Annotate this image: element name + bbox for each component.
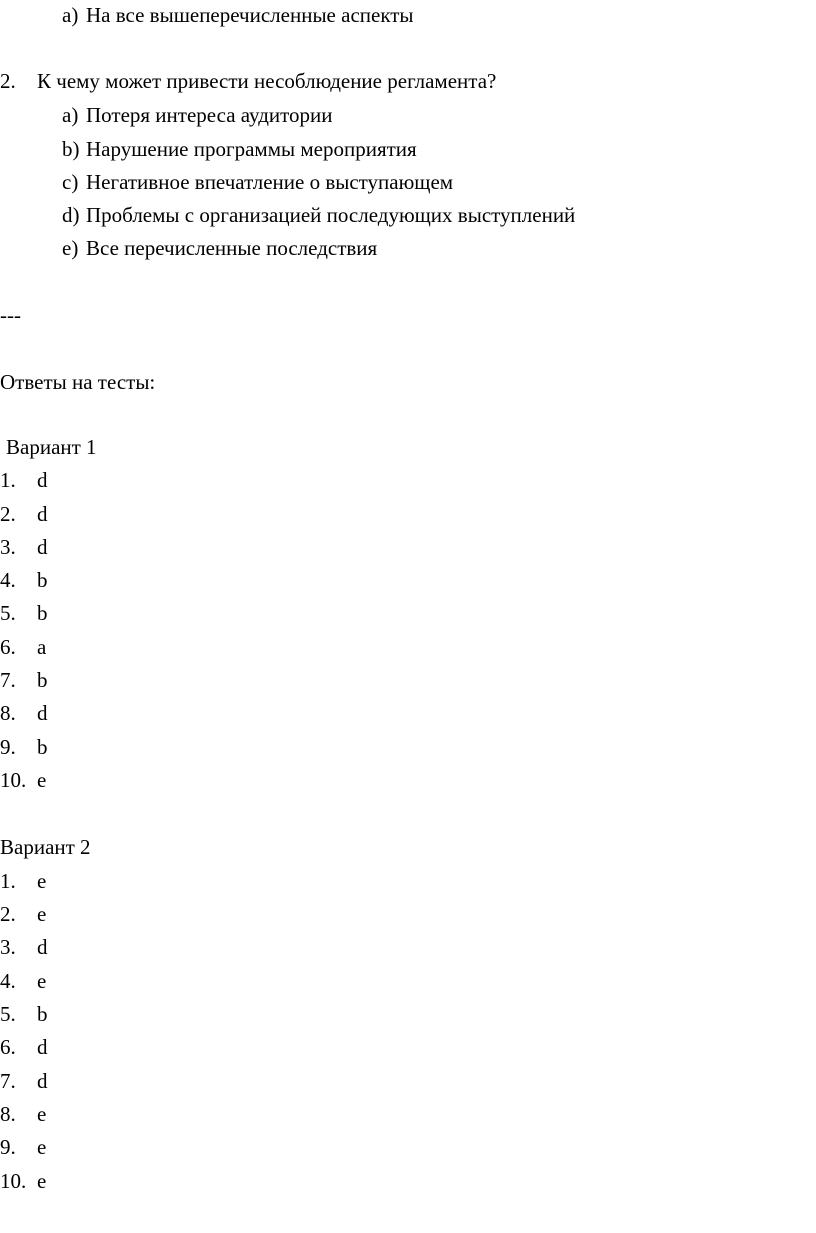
variant1-answer (0, 770, 46, 791)
question2-heading (0, 71, 496, 92)
answer-number: 5. (0, 601, 16, 625)
option-text: Негативное впечатление о выступающем (86, 170, 454, 194)
answer-number: 4. (0, 568, 16, 592)
question2-option-d (62, 205, 575, 226)
variant1-answer (0, 737, 48, 758)
answer-value: b (37, 568, 48, 592)
answer-value: e (37, 902, 47, 926)
answer-value: d (37, 1035, 48, 1059)
answer-value: d (37, 535, 48, 559)
variant1-answer (0, 537, 48, 558)
answer-number: 2. (0, 502, 16, 526)
variant1-answer (0, 603, 48, 624)
option-label: c) (62, 170, 79, 194)
answer-value: e (37, 969, 47, 993)
answer-number: 6. (0, 1035, 16, 1059)
answer-number: 7. (0, 1069, 16, 1093)
variant1-answer (0, 570, 48, 591)
answer-value: e (37, 768, 47, 792)
answer-number: 4. (0, 969, 16, 993)
answers-title: Ответы на тесты: (0, 370, 156, 394)
option-label: d) (62, 203, 80, 227)
variant2-answer (0, 1137, 46, 1158)
answer-value: d (37, 1069, 48, 1093)
option-label: b) (62, 137, 80, 161)
option-label: a) (62, 103, 79, 127)
option-text: На все вышеперечисленные аспекты (86, 3, 414, 27)
variant2-answer (0, 1104, 46, 1125)
variant1-answer (0, 504, 48, 525)
question2-option-a (62, 105, 333, 126)
question2-option-c (62, 172, 453, 193)
answer-number: 7. (0, 668, 16, 692)
option-label: e) (62, 236, 79, 260)
question-number: 2. (0, 69, 16, 93)
variant2-answer (0, 1037, 48, 1058)
answer-number: 6. (0, 635, 16, 659)
answer-number: 8. (0, 701, 16, 725)
answer-value: d (37, 502, 48, 526)
question1-option-a (62, 5, 414, 26)
answer-value: a (37, 635, 47, 659)
answer-value: e (37, 869, 47, 893)
section-separator: --- (0, 303, 21, 327)
answer-value: d (37, 701, 48, 725)
answer-value: e (37, 1102, 47, 1126)
variant2-answer (0, 937, 48, 958)
answer-value: b (37, 668, 48, 692)
answer-number: 3. (0, 535, 16, 559)
variant1-answer (0, 470, 48, 491)
variant2-answer (0, 1071, 48, 1092)
answer-number: 1. (0, 869, 16, 893)
variant2-answer (0, 871, 46, 892)
option-label: a) (62, 3, 79, 27)
answer-number: 10. (0, 768, 27, 792)
answer-number: 8. (0, 1102, 16, 1126)
answer-value: b (37, 1002, 48, 1026)
variant2-answer (0, 904, 46, 925)
answer-value: b (37, 601, 48, 625)
answer-number: 10. (0, 1169, 27, 1193)
variant1-answer (0, 703, 48, 724)
answer-number: 9. (0, 1135, 16, 1159)
answer-number: 5. (0, 1002, 16, 1026)
answer-value: e (37, 1135, 47, 1159)
answer-value: b (37, 735, 48, 759)
answer-number: 1. (0, 468, 16, 492)
variant2-answer (0, 1171, 46, 1192)
variant2-title: Вариант 2 (0, 835, 91, 859)
option-text: Потеря интереса аудитории (86, 103, 333, 127)
question-text: К чему может привести несоблюдение регламента? (37, 69, 497, 93)
variant1-answer (0, 670, 48, 691)
answer-number: 2. (0, 902, 16, 926)
answer-number: 3. (0, 935, 16, 959)
variant1-answer (0, 637, 46, 658)
answer-number: 9. (0, 735, 16, 759)
option-text: Все перечисленные последствия (86, 236, 378, 260)
variant2-answer (0, 1004, 48, 1025)
variant2-answer (0, 971, 46, 992)
answer-value: d (37, 468, 48, 492)
answer-value: e (37, 1169, 47, 1193)
answer-value: d (37, 935, 48, 959)
question2-option-e (62, 238, 377, 259)
option-text: Нарушение программы мероприятия (86, 137, 417, 161)
variant1-title: Вариант 1 (6, 435, 97, 459)
question2-option-b (62, 139, 417, 160)
option-text: Проблемы с организацией последующих выступлений (86, 203, 576, 227)
